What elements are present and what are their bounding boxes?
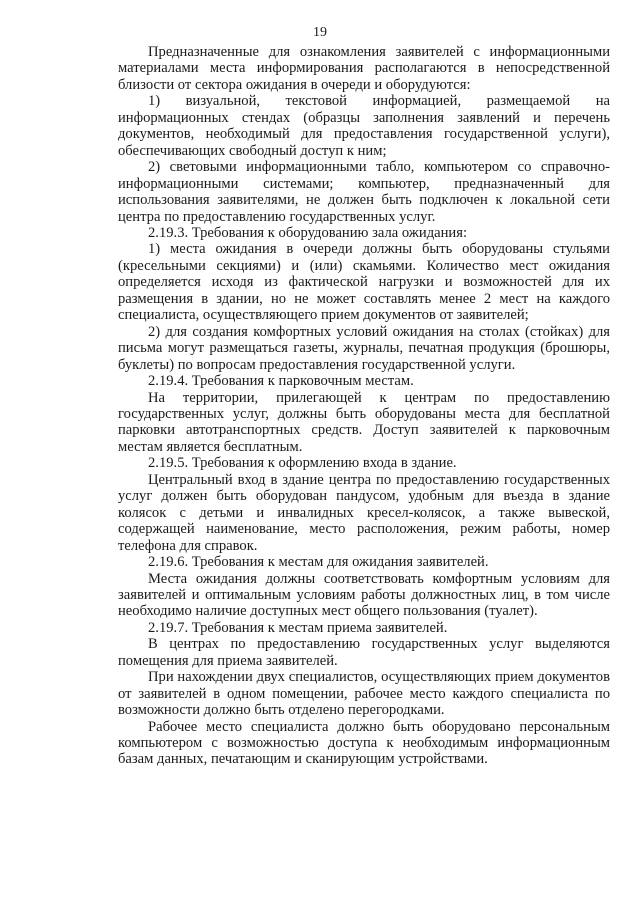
paragraph-entrance: Центральный вход в здание центра по предоставлению государственных услуг должен быть оборудован пандусом, удобным для въезда в здание колясок с детьми и инвалидных кресел-колясок, а также вывеской, содержащей наименование, место расположения, режим работы, номер телефона для справок.	[118, 471, 610, 554]
section-heading-2-19-4: 2.19.4. Требования к парковочным местам.	[148, 373, 414, 390]
document-body	[118, 44, 610, 768]
section-heading-2-19-7: 2.19.7. Требования к местам приема заявителей.	[148, 619, 448, 636]
page-number: 19	[313, 25, 327, 40]
paragraph-info-tablo: 2) световыми информационными табло, компьютером со справочно-информационными системами; компьютер, предназначенный для использования заявителями, не должен быть подключен к локальной сети центра по предоставлению государственных услуг.	[118, 159, 610, 225]
paragraph-two-specialists: При нахождении двух специалистов, осуществляющих прием документов от заявителей в одном помещении, рабочее место каждого специалиста по возможности должно быть отделено перегородками.	[118, 669, 610, 719]
section-heading-2-19-6: 2.19.6. Требования к местам для ожидания заявителей.	[148, 554, 489, 571]
paragraph-reception-rooms: В центрах по предоставлению государственных услуг выделяются помещения для приема заявителей.	[118, 636, 610, 669]
paragraph-parking: На территории, прилегающей к центрам по предоставлению государственных услуг, должны быть оборудованы места для бесплатной парковки автотранспортных средств. Доступ заявителей к парковочным местам является бесплатным.	[118, 389, 610, 455]
section-heading-2-19-3: 2.19.3. Требования к оборудованию зала ожидания:	[148, 224, 467, 241]
section-heading-2-19-5: 2.19.5. Требования к оформлению входа в здание.	[148, 455, 457, 472]
paragraph-info-places: Предназначенные для ознакомления заявителей с информационными материалами места информирования располагаются в непосредственной близости от сектора ожидания в очереди и оборудуются:	[118, 44, 610, 93]
paragraph-info-stands: 1) визуальной, текстовой информацией, размещаемой на информационных стендах (образцы заполнения заявлений и перечень документов, необходимый для предоставления государственной услуги), обеспечивающих свободный доступ к ним;	[118, 93, 610, 159]
paragraph-waiting-places: Места ожидания должны соответствовать комфортным условиям для заявителей и оптимальным условиям работы должностных лиц, в том числе необходимо наличие доступных мест общего пользования (туалет).	[118, 570, 610, 620]
paragraph-waiting-comfort: 2) для создания комфортных условий ожидания на столах (стойках) для письма могут размещаться газеты, журналы, печатная продукция (брошюры, буклеты) по вопросам предоставления государственной услуги.	[118, 323, 610, 373]
paragraph-waiting-seats: 1) места ожидания в очереди должны быть оборудованы стульями (кресельными секциями) и (или) скамьями. Количество мест ожидания определяется исходя из фактической нагрузки и возможностей для их размещения в здании, но не может составлять менее 2 мест на каждого специалиста, осуществляющего прием документов от заявителей;	[118, 241, 610, 324]
paragraph-workplace: Рабочее место специалиста должно быть оборудовано персональным компьютером с возможностью доступа к необходимым информационным базам данных, печатающим и сканирующим устройствами.	[118, 718, 610, 768]
